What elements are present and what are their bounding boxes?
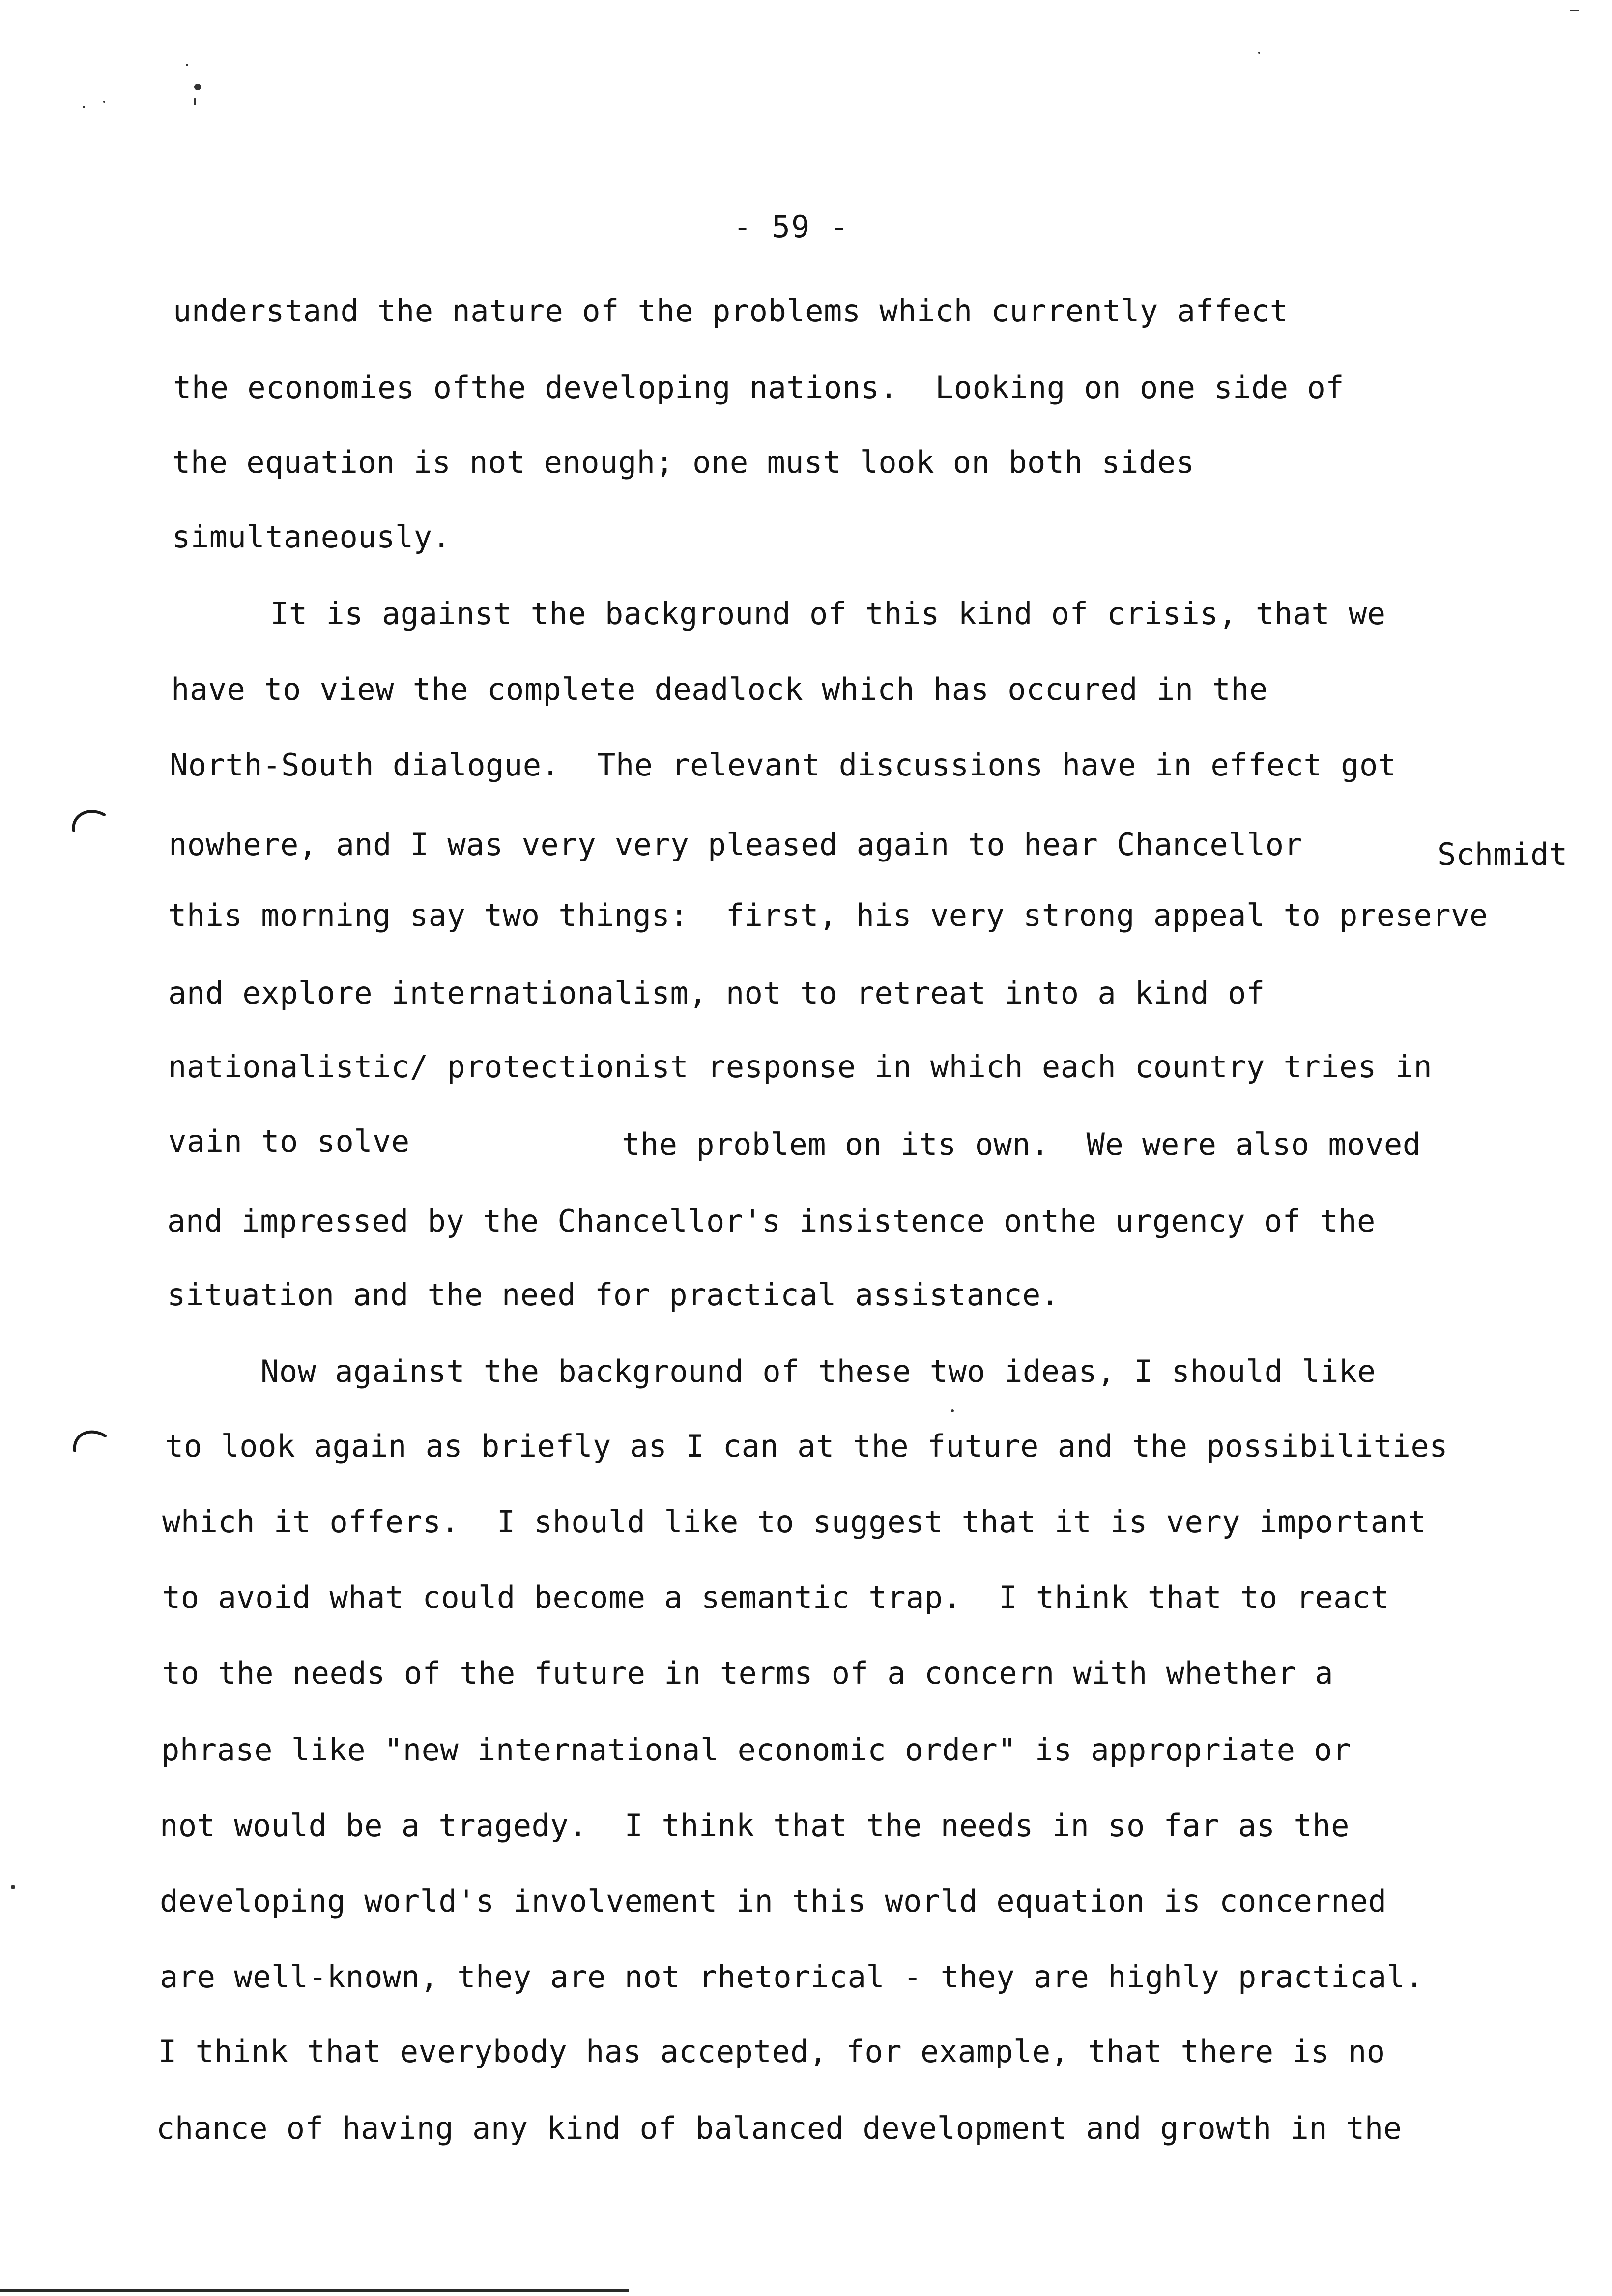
text-line: and explore internationalism, not to retreat into a kind of xyxy=(168,975,1265,1011)
text-line: to look again as briefly as I can at the future and the possibilities xyxy=(165,1428,1448,1464)
text-line: the equation is not enough; one must look on both sides xyxy=(172,444,1195,480)
scan-speck xyxy=(103,101,105,103)
text-line: situation and the need for practical assistance. xyxy=(167,1277,1060,1313)
scan-speck xyxy=(11,1885,15,1889)
text-line: this morning say two things: first, his very strong appeal to preserve xyxy=(168,897,1488,933)
text-line: Schmidt xyxy=(1438,836,1568,872)
scan-speck xyxy=(194,98,196,105)
text-line: not would be a tragedy. I think that the needs in so far as the xyxy=(160,1808,1350,1843)
text-line: to avoid what could become a semantic trap. I think that to react xyxy=(162,1579,1389,1615)
text-line: Now against the background of these two ideas, I should like xyxy=(260,1353,1376,1389)
text-line: nowhere, and I was very very pleased again to hear Chancellor xyxy=(169,827,1303,862)
text-line: understand the nature of the problems which currently affect xyxy=(173,293,1289,329)
scan-speck xyxy=(194,84,201,90)
text-line: It is against the background of this kind of crisis, that we xyxy=(270,596,1386,631)
text-line: North-South dialogue. The relevant discussions have in effect got xyxy=(170,747,1397,783)
text-line: simultaneously. xyxy=(172,519,451,555)
scan-speck xyxy=(83,106,85,108)
page-number: - 59 - xyxy=(733,209,849,245)
text-line: have to view the complete deadlock which has occured in the xyxy=(171,671,1268,707)
text-line: which it offers. I should like to suggest that it is very important xyxy=(162,1504,1427,1540)
text-line: I think that everybody has accepted, for example, that there is no xyxy=(158,2034,1385,2069)
text-line: to the needs of the future in terms of a concern with whether a xyxy=(162,1655,1334,1691)
text-line: and impressed by the Chancellor's insistence onthe urgency of the xyxy=(167,1203,1376,1239)
scan-speck xyxy=(951,1409,954,1412)
bottom-rule xyxy=(0,2289,629,2292)
text-line: the problem on its own. We were also moved xyxy=(622,1126,1421,1162)
punch-hole-mark xyxy=(69,1420,108,1460)
text-line: developing world's involvement in this world equation is concerned xyxy=(160,1883,1387,1919)
text-line: vain to solve xyxy=(168,1123,410,1159)
text-line: are well-known, they are not rhetorical - they are highly practical. xyxy=(160,1959,1424,1995)
scan-speck xyxy=(1570,10,1579,11)
text-line: phrase like "new international economic order" is appropriate or xyxy=(161,1732,1351,1768)
text-line: nationalistic/ protectionist response in which each country tries in xyxy=(168,1049,1433,1085)
scan-speck xyxy=(186,64,188,66)
text-line: the economies ofthe developing nations. Looking on one side of xyxy=(173,370,1345,405)
text-line: chance of having any kind of balanced development and growth in the xyxy=(156,2110,1402,2146)
punch-hole-mark xyxy=(69,801,108,840)
scan-speck xyxy=(1258,52,1260,54)
